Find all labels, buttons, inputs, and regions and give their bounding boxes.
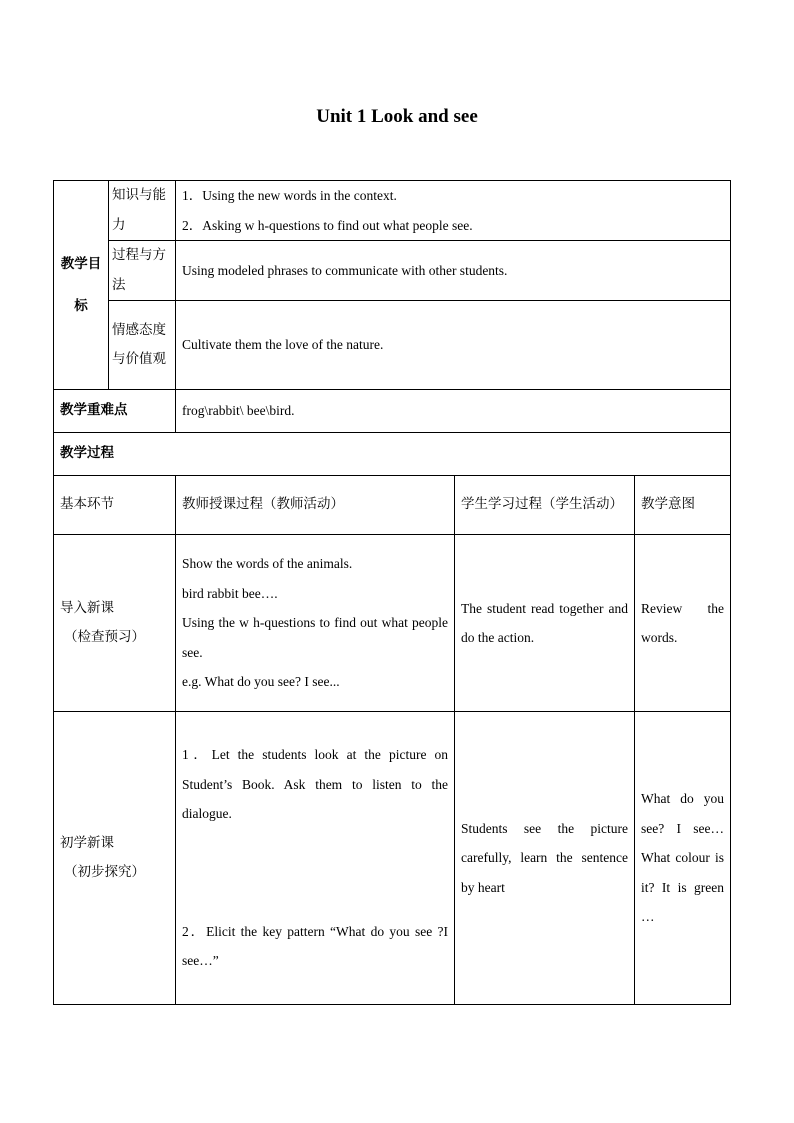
objective-sublabel: 知识与能力 [109, 181, 176, 241]
header-student: 学生学习过程（学生活动） [455, 476, 635, 535]
process-heading-row [54, 433, 731, 476]
spacer [182, 829, 448, 917]
objective-content [176, 301, 731, 390]
teacher-line: bird rabbit bee…. [182, 585, 278, 601]
teacher-step: 1．Let the students look at the picture on Student’s Book. Ask them to listen to the dialogue. [182, 747, 448, 822]
header-intent: 教学意图 [635, 476, 731, 535]
page-title: Unit 1 Look and see [316, 106, 478, 127]
header-teacher: 教师授课过程（教师活动） [176, 476, 455, 535]
student-activity: The student read together and do the action. [455, 535, 635, 712]
objective-sublabel: 过程与方法 [109, 241, 176, 301]
objective-row-attitude [54, 301, 731, 390]
teacher-line: Using the w h-questions to find out what people see. [182, 615, 448, 660]
teacher-activity [176, 712, 455, 1005]
key-points-label: 教学重难点 [54, 390, 176, 433]
process-row [54, 712, 731, 1005]
stage-sub: （初步探究） [64, 864, 145, 880]
objective-line: Using modeled phrases to communicate with other students. [182, 262, 508, 278]
student-activity: Students see the picture carefully, learn the sentence by heart [455, 712, 635, 1005]
stage-name: 初学新课 [60, 834, 114, 851]
header-stage: 基本环节 [54, 476, 176, 535]
objective-sublabel: 情感态度与价值观 [109, 301, 176, 390]
teaching-intent: What do you see? I see… What colour is it? It is green … [635, 712, 731, 1005]
objective-line: 2．Asking w h-questions to find out what people see. [182, 217, 473, 233]
teacher-step: 2．Elicit the key pattern “What do you see ?I see…” [182, 923, 448, 969]
teacher-line: Show the words of the animals. [182, 556, 353, 572]
objective-content [176, 181, 731, 241]
stage-name: 导入新课 [60, 599, 114, 616]
teacher-line: e.g. What do you see? I see... [182, 674, 340, 690]
stage-sub: （检查预习） [64, 629, 145, 645]
objectives-label: 教学目标 [54, 181, 109, 390]
lesson-plan-table [53, 180, 731, 1005]
key-points-value: frog\rabbit\ bee\bird. [176, 390, 731, 433]
objective-row-process [54, 241, 731, 301]
process-header-row [54, 476, 731, 535]
key-points-row [54, 390, 731, 433]
objective-line: 1．Using the new words in the context. [182, 188, 397, 203]
teaching-intent: Review the words. [635, 535, 731, 712]
objective-row-knowledge [54, 181, 731, 241]
process-row [54, 535, 731, 712]
teacher-activity [176, 535, 455, 712]
stage-cell [54, 712, 176, 1005]
stage-cell [54, 535, 176, 712]
process-label: 教学过程 [54, 433, 731, 476]
objective-line: Cultivate them the love of the nature. [182, 337, 384, 353]
objective-content [176, 241, 731, 301]
